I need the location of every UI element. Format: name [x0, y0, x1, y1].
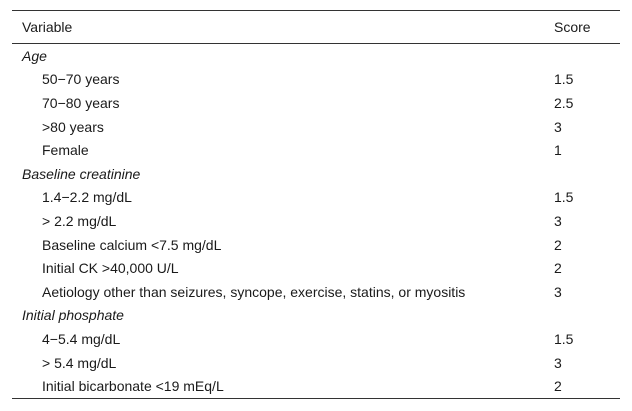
header-variable: Variable: [12, 11, 544, 44]
table-header: [12, 11, 620, 44]
table-row: [12, 138, 620, 162]
variable-label: 1.4−2.2 mg/dL: [42, 189, 132, 206]
score-value: 1.5: [554, 71, 574, 88]
variable-label: 50−70 years: [42, 71, 120, 88]
score-value: 2: [544, 374, 620, 398]
table-row: [12, 186, 620, 210]
table-row: [12, 68, 620, 92]
variable-label: Baseline calcium <7.5 mg/dL: [42, 236, 222, 253]
variable-label: 4−5.4 mg/dL: [42, 330, 121, 347]
table-body: [12, 44, 620, 399]
score-value: 1.5: [554, 330, 574, 347]
variable-label: >80 years: [42, 118, 104, 135]
variable-label: Female: [42, 142, 89, 159]
table-row: [12, 351, 620, 375]
section-label: Initial phosphate: [22, 307, 124, 324]
score-value: 2.5: [554, 94, 574, 111]
table-row: [12, 327, 620, 351]
variable-label: > 5.4 mg/dL: [42, 354, 117, 371]
score-value: 3: [554, 354, 562, 371]
variable-label: 70−80 years: [42, 94, 120, 111]
score-table-container: [12, 10, 620, 399]
score-value: 3: [554, 283, 562, 300]
header-row: [12, 11, 620, 44]
variable-label: Initial CK >40,000 U/L: [42, 260, 179, 277]
score-value: 1.5: [554, 189, 574, 206]
table-row: [12, 280, 620, 304]
score-value: [544, 44, 620, 68]
score-value: 2: [554, 260, 562, 277]
table-row: [12, 233, 620, 257]
variable-label: Initial bicarbonate <19 mEq/L: [12, 374, 544, 398]
score-value: 1: [554, 142, 562, 159]
table-row: [12, 209, 620, 233]
score-value: 3: [554, 212, 562, 229]
section-row: [12, 304, 620, 328]
variable-label: > 2.2 mg/dL: [42, 212, 117, 229]
table-row: [12, 115, 620, 139]
score-value: [544, 162, 620, 186]
table-row: [12, 374, 620, 398]
table-row: [12, 256, 620, 280]
section-label: Age: [22, 47, 47, 64]
header-score: Score: [544, 11, 620, 44]
variable-label: Aetiology other than seizures, syncope, exercise, statins, or myositis: [42, 283, 466, 300]
section-row: [12, 44, 620, 68]
table-row: [12, 91, 620, 115]
section-label: Baseline creatinine: [22, 165, 141, 182]
score-value: [544, 304, 620, 328]
score-value: 2: [554, 236, 562, 253]
section-row: [12, 162, 620, 186]
score-value: 3: [554, 118, 562, 135]
score-table: [12, 10, 620, 399]
